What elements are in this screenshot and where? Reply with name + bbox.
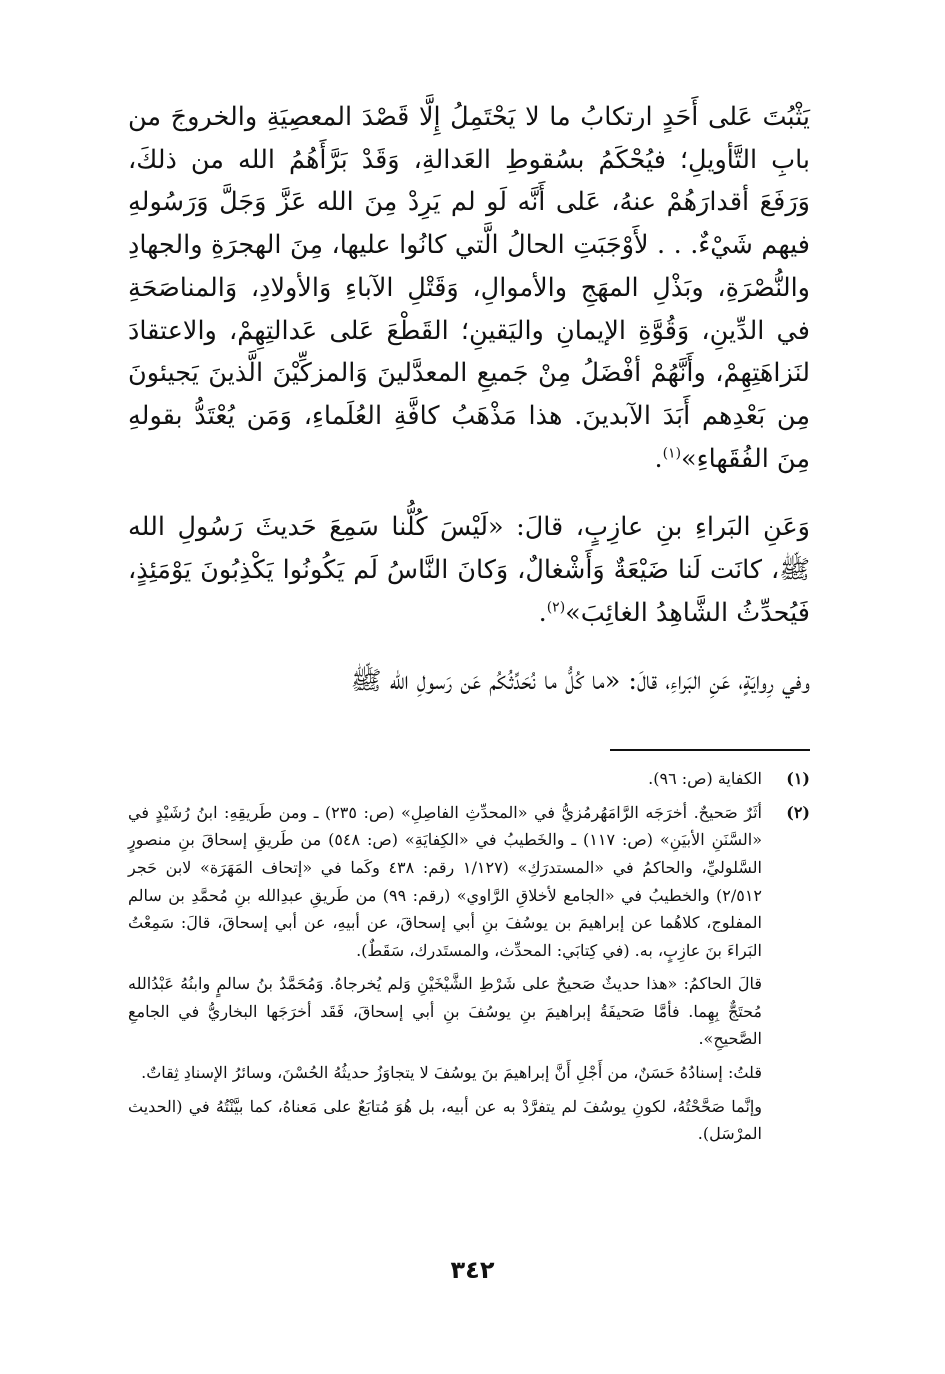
footnote-body — [128, 799, 762, 1148]
footnote-ref-2[interactable]: (٢) — [546, 599, 566, 616]
footnote-2 — [128, 799, 810, 1148]
paragraph-2: وَعَنِ البَراءِ بنِ عازِبٍ، قالَ: «لَيْسَ كُلُّنا سَمِعَ حَديثَ رَسُولِ الله ﷺ، كانَت لَنا ضَيْعَةٌ وَأَشْغالٌ، وَكانَ النَّاسُ لَم يَكُونُوا يَكْذِبُونَ يَوْمَئِذٍ، فَيُحدِّثُ الشَّاهِدُ الغائِبَ»$^{(٢)}$. — [128, 512, 810, 628]
footnote-text: أثَرٌ صَحيحٌ. أخرَجَه الرَّامَهُرمُزيُّ في «المحدِّثِ الفاصِلِ» (ص: ٢٣٥) ـ ومن طَريقِهِ: ابنُ رُشَيْدٍ في «السَّنَنِ الأبيَنِ» (ص: ١١٧) ـ والخَطيبُ في «الكِفايَةِ» (ص: ٥٤٨) من طَريقِ إسحاقَ بنِ منصورٍ السَّلوليِّ، والحاكمُ في «المستدرَكِ» (١/١٢٧ رقم: ٤٣٨ وكَما في «إتحاف المَهَرَة» لابن حَجر ٢/٥١٢) والخطيبُ في «الجامع لأخلاقِ الرَّاوي» (رقم: ٩٩) من طَريقِ عبدِالله بنِ مُحمَّدِ بن سالم المفلوج، كلاهُما عن إبراهيمَ بن يوسُفَ بنِ أبي إسحاقَ، عن أبيهِ، عن أبي إسحاقَ، قالَ: سَمِعْتُ البَراءَ بنَ عازِبٍ، به. (في كِتابَي: المحدِّث، والمستَدرك، سَقَطٌ). — [128, 802, 763, 960]
main-text — [128, 96, 810, 703]
paragraph-3: وفي رِوايَةٍ، عَنِ البَراءِ، قالَ: «ما كُلُّ ما نُحَدِّثُكُم عَن رَسولِ الله ﷺ — [350, 666, 810, 697]
footnote-ref-1[interactable]: (١) — [662, 445, 682, 462]
page-number: ٣٤٢ — [450, 1256, 495, 1284]
footnotes — [128, 765, 810, 1148]
footnote-text: وإنَّما صَحَّحْتُهُ، لكونِ يوسُفَ لم يتفرَّدْ به عن أبيه، بل هُوَ مُتابَعٌ على مَعناهُ، كما بيَّنْتُهُ في (الحديث المرْسَل). — [128, 1096, 762, 1144]
footnote-1 — [128, 765, 810, 793]
footnote-text: قلتُ: إسنادُهُ حَسَنٌ، من أَجْلِ أَنَّ إبراهيمَ بنَ يوسُفَ لا يتجاوَزُ حديثُهُ الحُسْنَ، وسائرُ الإسنادِ ثِقاتٌ. — [141, 1063, 762, 1083]
footnote-number: (١) — [786, 769, 810, 789]
footnote-divider — [610, 749, 810, 751]
footnote-text: الكفاية (ص: ٩٦). — [648, 769, 762, 789]
footnote-body — [128, 765, 762, 793]
page-body — [128, 96, 810, 1148]
footnote-text: قالَ الحاكمُ: «هذا حديثٌ صَحيحٌ على شَرْطِ الشَّيْخَيْنِ وَلم يُخرجاهُ. وَمُحَمَّدُ بنُ سالمٍ وابنُهُ عَبْدُالله مُحتَجٌّ بِهِما. فأمَّا صَحيفَةُ إبراهيمَ بنِ يوسُفَ بنِ أبي إسحاقَ، فَقَد أخرَجَها البخاريُّ في الجامعِ الصَّحيحِ». — [128, 974, 762, 1049]
paragraph-1: يَثْبُتَ عَلى أَحَدٍ ارتكابُ ما لا يَحْتَمِلُ إِلَّا قَصْدَ المعصِيَةِ والخروجَ من بابِ التَّأويلِ؛ فيُحْكَمُ بسُقوطِ العَدالةِ، وَقَدْ بَرَّأَهُمُ الله من ذلكَ، وَرَفَعَ أقدارَهُمْ عنهُ، عَلى أَنَّه لَو لم يَرِدْ مِنَ الله عَزَّ وَجَلَّ وَرَسُولهِ فيهم شَيْءٌ. . . لأَوْجَبَتِ الحالُ الَّتي كانُوا عليها، مِنَ الهجرَةِ والجهادِ والنُّصْرَةِ، وبَذْلِ المهَجِ والأموالِ، وَقَتْلِ الآباءِ وَالأولادِ، وَالمناصَحَةِ في الدِّينِ، وَقُوَّةِ الإيمانِ واليَقينِ؛ القَطْعَ عَلى عَدالتِهِمْ، والاعتقادَ لنَزاهَتِهِمْ، وأَنَّهُمْ أفْضَلُ مِنْ جَميعِ المعدَّلينَ وَالمزكِّيْنَ الَّذينَ يَجيئونَ مِن بَعْدِهم أَبَدَ الآبدينَ. هذا مَذْهَبُ كافَّةِ العُلَماءِ، وَمَن يُعْتَدُّ بقولهِ مِنَ الفُقَهاءِ»$^{(١)}$. — [128, 102, 810, 474]
footnote-number: (٢) — [786, 802, 810, 822]
